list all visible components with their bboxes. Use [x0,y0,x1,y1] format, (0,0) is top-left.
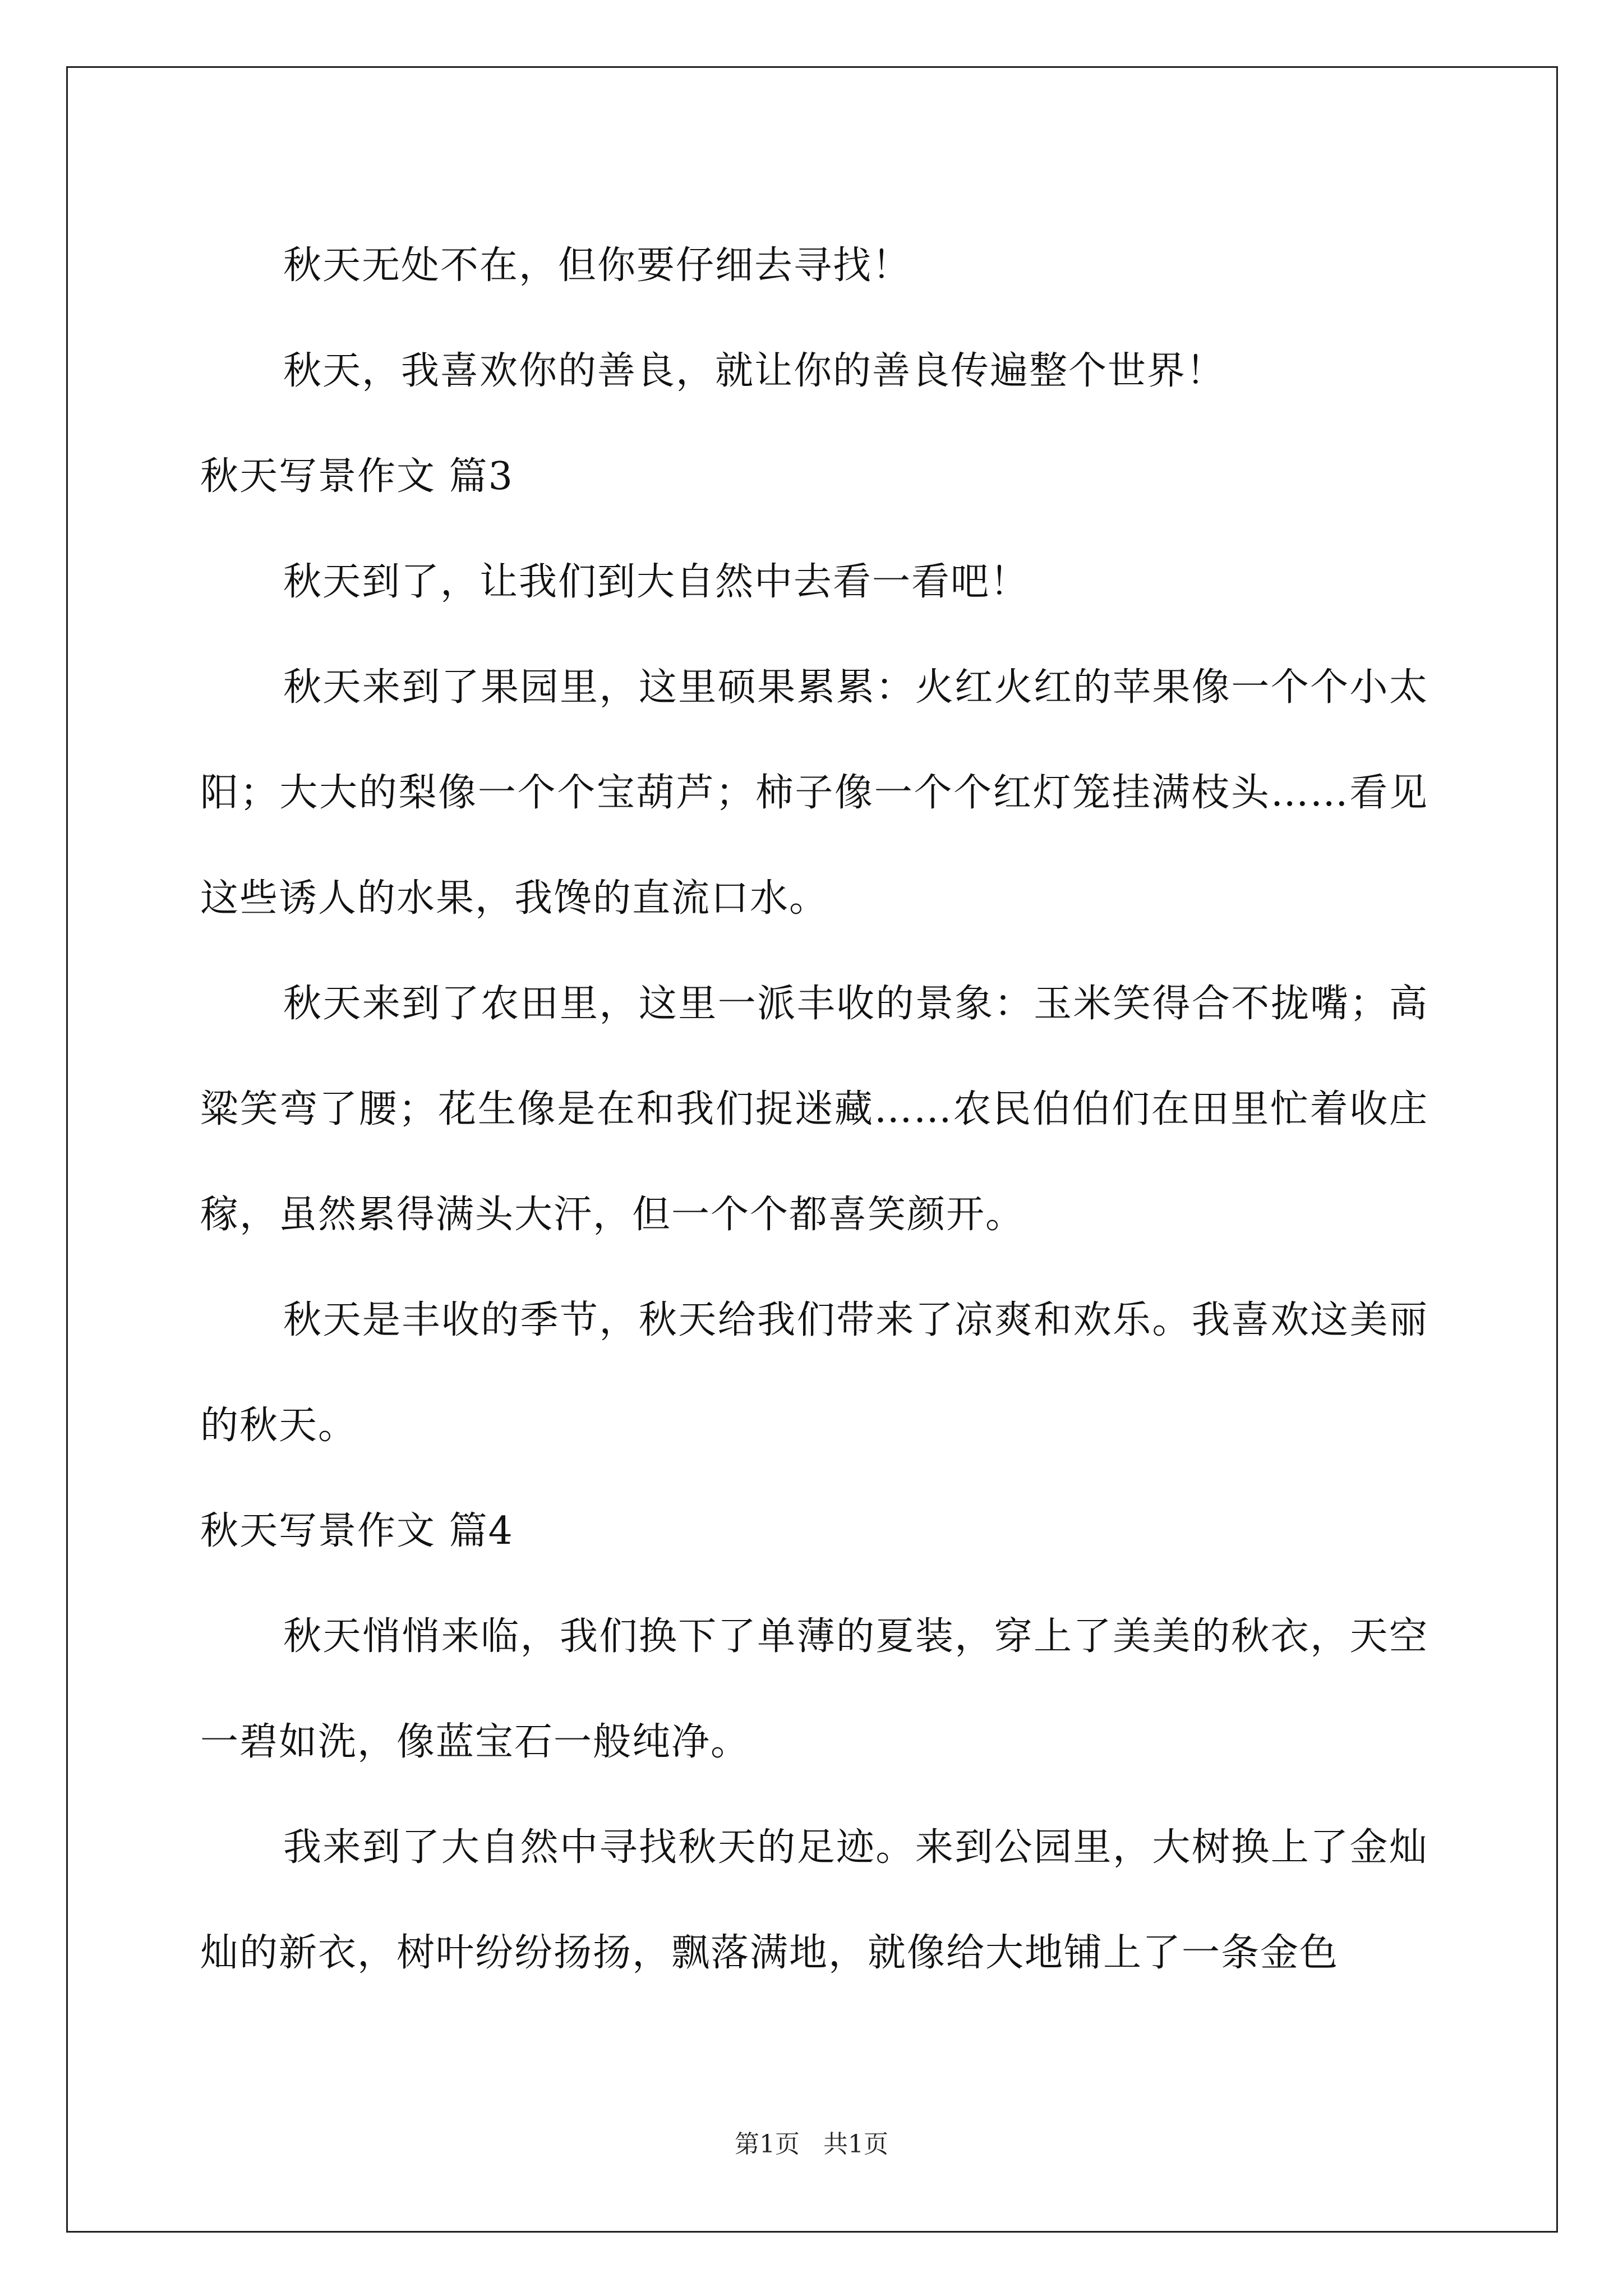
paragraph: 秋天悄悄来临，我们换下了单薄的夏装，穿上了美美的秋衣，天空一碧如洗，像蓝宝石一般纯净。 [200,1614,1428,1764]
paragraph: 我来到了大自然中寻找秋天的足迹。来到公园里，大树换上了金灿灿的新衣，树叶纷纷扬扬，飘落满地，就像给大地铺上了一条金色 [200,1825,1428,1975]
page-footer: 第1页 共1页 [735,2130,888,2159]
document-body [200,213,1428,2006]
section-heading: 秋天写景作文 篇4 [200,1509,514,1553]
paragraph: 秋天无处不在，但你要仔细去寻找！ [283,243,912,288]
paragraph: 秋天是丰收的季节，秋天给我们带来了凉爽和欢乐。我喜欢这美丽的秋天。 [200,1298,1428,1448]
paragraph: 秋天，我喜欢你的善良，就让你的善良传遍整个世界！ [283,349,1226,393]
section-heading: 秋天写景作文 篇3 [200,454,514,499]
paragraph: 秋天到了，让我们到大自然中去看一看吧！ [283,560,1030,604]
paragraph: 秋天来到了农田里，这里一派丰收的景象：玉米笑得合不拢嘴；高粱笑弯了腰；花生像是在和我们捉迷藏……农民伯伯们在田里忙着收庄稼，虽然累得满头大汗，但一个个都喜笑颜开。 [200,982,1428,1237]
paragraph: 秋天来到了果园里，这里硕果累累：火红火红的苹果像一个个小太阳；大大的梨像一个个宝葫芦；柿子像一个个红灯笼挂满枝头……看见这些诱人的水果，我馋的直流口水。 [200,665,1428,921]
